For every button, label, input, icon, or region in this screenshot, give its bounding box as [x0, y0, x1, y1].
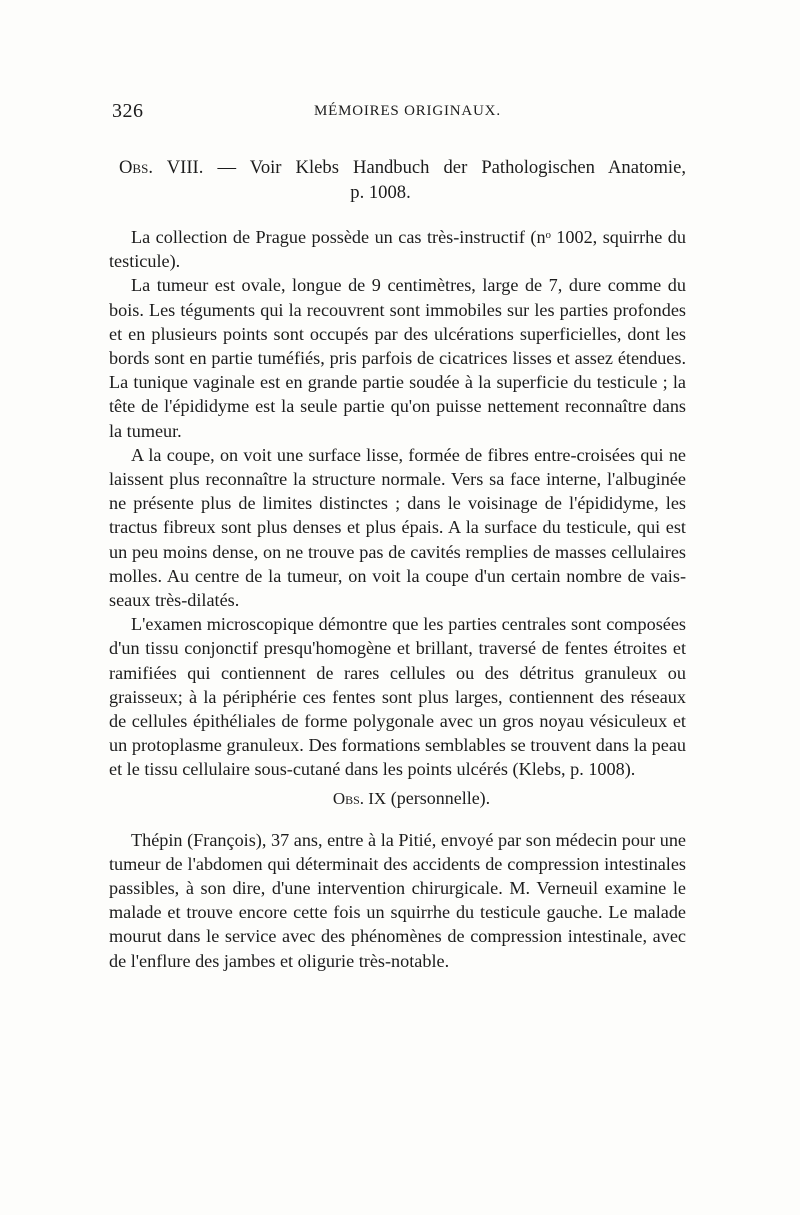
observation-ix-label: Obs. IX [332, 788, 387, 808]
observation-viii-label: Obs. VIII. [119, 157, 204, 178]
page-number: 326 [112, 100, 144, 122]
paragraph-tumeur-description: La tumeur est ovale, longue de 9 centimètres, large de 7, dure comme du bois. Les téguments qui la recouvrent sont immobiles sur les parties profondes et en plusieurs points sont occupés par des ulcérations superficielles, dont les bords sont en partie tuméfiés, pris parfois de cicatrices lisses et assez étendues. La tunique vaginale est en grande partie soudée à la superficie du testicule ; la tête de l'épididyme est la seule partie qu'on puisse nettement reconnaître dans la tumeur. [109, 275, 686, 441]
paragraph-prague-collection: La collection de Prague possède un cas très-instructif (nᵒ 1002, squirrhe du testicule). [109, 227, 686, 272]
observation-viii-page: p. 1008. [350, 182, 411, 203]
running-head [109, 96, 686, 128]
paragraph-examen-microscopique: L'examen microscopique démontre que les parties centrales sont composées d'un tissu conjonctif presqu'homogène et brillant, traversé de fentes étroites et ramifiées qui contiennent de rares cellules ou des détritus granuleux ou graisseux; à la périphérie ces fentes sont plus larges, contiennent des réseaux de cellules épithéliales de forme polygonale avec un gros noyau vésiculeux et un protoplasme granuleux. Des formations semblables se trouvent dans la peau et le tissu cellulaire sous-cutané dans les points ulcérés (Klebs, p. 1008). [109, 614, 686, 780]
observation-ix-suffix: (personnelle). [386, 787, 491, 808]
paragraph-coupe: A la coupe, on voit une surface lisse, formée de fibres entre-croisées qui ne laissent plus reconnaître la structure normale. Vers sa face interne, l'albuginée ne présente plus de limites distinctes ; dans le voisinage de l'épididyme, les tractus fibreux sont plus denses et plus épais. A la surface du testicule, qui est un peu moins dense, on ne trouve pas de cavités remplies de masses cellulaires molles. Au centre de la tumeur, on voit la coupe d'un certain nombre de vaisseaux très-dilatés. [109, 444, 686, 611]
observation-ix-heading [109, 783, 686, 814]
observation-viii-reference [109, 155, 686, 205]
running-title: MÉMOIRES ORIGINAUX. [314, 103, 501, 119]
book-page [109, 96, 686, 973]
paragraph-thepin-case: Thépin (François), 37 ans, entre à la Pitié, envoyé par son médecin pour une tumeur de l'abdomen qui déterminait des accidents de compression intestinales passibles, à son dire, d'une intervention chirurgicale. M. Verneuil examine le malade et trouve encore cette fois un squirrhe du testicule gauche. Le malade mourut dans le service avec des phénomènes de compression intestinale, avec de l'enflure des jambes et oligurie très-notable. [109, 829, 686, 971]
observation-viii-reference-text: — Voir Klebs Handbuch der Pathologischen Anatomie, [203, 157, 686, 178]
observation-viii-line [119, 155, 686, 180]
